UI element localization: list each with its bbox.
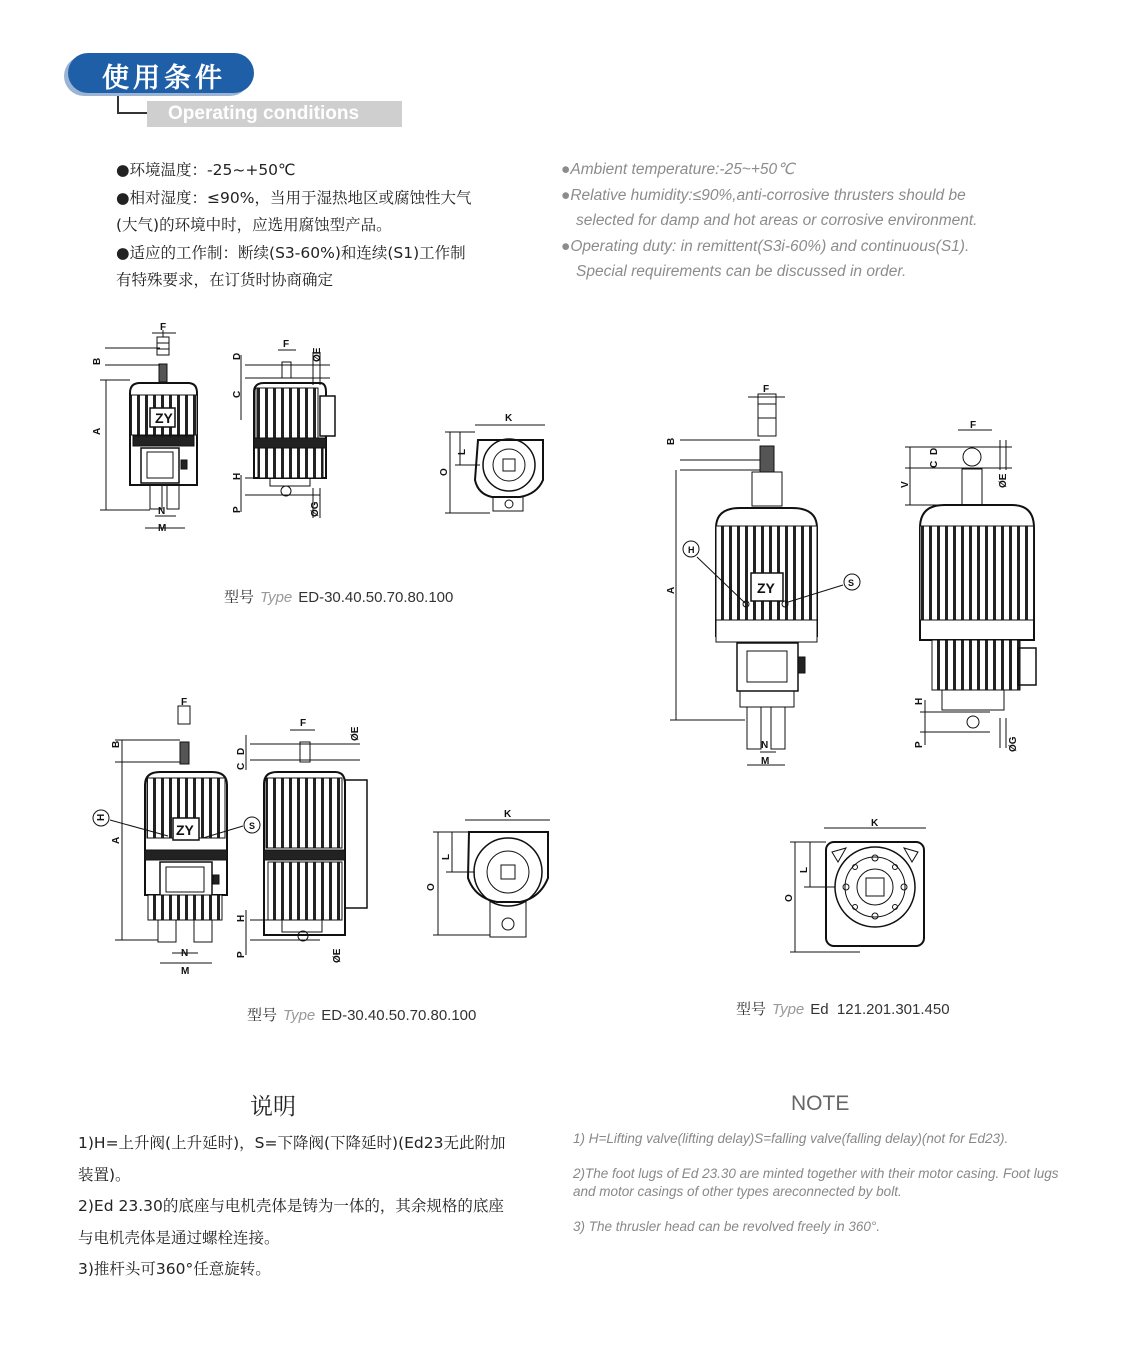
dim-label-f: F (283, 339, 290, 350)
caption-model: ED-30.40.50.70.80.100 (298, 589, 454, 606)
dim-label-h-circle: H (688, 545, 695, 555)
drawing-2-top (433, 820, 550, 937)
dim-label-m: M (181, 966, 190, 977)
note-en-item: 2)The foot lugs of Ed 23.30 are minted together with their motor casing. Foot lugs and motor casings of other types areconnected by bolt. (573, 1166, 1059, 1199)
dim-label-f: F (181, 697, 188, 708)
dim-label-e: ØE (332, 948, 343, 963)
section-title-en: Operating conditions (168, 103, 360, 124)
dim-label-d: D (232, 352, 243, 360)
dim-label-h: H (232, 472, 243, 480)
note-en-item: 1) H=Lifting valve(lifting delay)S=falling valve(falling delay)(not for Ed23). (573, 1131, 1009, 1146)
dim-label-f: F (160, 322, 167, 333)
note-cn-line: 2)Ed 23.30的底座与电机壳体是铸为一体的，其余规格的底座 (78, 1197, 504, 1215)
dim-label-c-d: D (929, 447, 940, 455)
dim-label-b: B (92, 357, 103, 365)
caption-model: Ed 121.201.301.450 (810, 1001, 950, 1018)
dim-label-b: B (111, 740, 122, 748)
caption-type: Type (283, 1007, 316, 1024)
dim-label-e: ØE (312, 347, 323, 362)
caption-drawing-3 (736, 998, 950, 1019)
dim-label-p: P (236, 951, 247, 958)
condition-cn-line: ●环境温度：-25~+50℃ (116, 161, 296, 179)
dim-label-s-circle: S (848, 578, 855, 588)
note-title-cn: 说明 (250, 1094, 296, 1120)
dim-label-g: ØG (310, 501, 321, 517)
condition-cn-line: (大气)的环境中时，应选用腐蚀型产品。 (116, 216, 392, 234)
note-en-item: 3) The thrusler head can be revolved freely in 360°. (573, 1219, 881, 1234)
dim-label-k: K (871, 818, 879, 829)
caption-drawing-1 (224, 586, 453, 607)
dim-label-l: L (799, 866, 810, 873)
dim-label-h: H (236, 914, 247, 922)
dim-label-n: N (158, 506, 166, 517)
caption-model: ED-30.40.50.70.80.100 (321, 1007, 477, 1024)
logo-zy: ZY (176, 822, 194, 838)
condition-cn-line: ●相对湿度：≤90%，当用于湿热地区或腐蚀性大气 (116, 188, 472, 207)
caption-label-cn: 型号 (247, 1006, 278, 1024)
dim-label-k: K (505, 413, 513, 424)
logo-zy: ZY (757, 580, 775, 596)
dim-label-l: L (457, 448, 468, 455)
dim-label-o: O (784, 894, 795, 902)
condition-en-line: selected for damp and hot areas or corrosive environment. (576, 212, 978, 229)
dim-label-a: A (666, 586, 677, 594)
dim-label-n: N (181, 948, 189, 959)
dim-label-c: C (236, 762, 247, 770)
dim-label-g: ØG (1008, 736, 1019, 752)
dim-label-f: F (970, 420, 977, 431)
dim-label-l: L (441, 853, 452, 860)
caption-label-cn: 型号 (736, 1000, 767, 1018)
condition-cn-line: ●适应的工作制：断续(S3-60%)和连续(S1)工作制 (116, 243, 466, 262)
dim-label-p: P (232, 506, 243, 513)
drawing-2-side (246, 730, 367, 955)
dim-label-n: N (761, 740, 769, 751)
condition-en-line: ●Relative humidity:≤90%,anti-corrosive thrusters should be (561, 186, 966, 204)
dim-label-o: O (426, 883, 437, 891)
dim-label-e: ØE (998, 473, 1009, 488)
note-cn-line: 装置)。 (78, 1165, 131, 1184)
drawing-1-top (445, 425, 545, 513)
dim-label-o: O (439, 468, 450, 476)
dim-label-a: A (92, 427, 103, 435)
note-cn-line: 1)H=上升阀(上升延时)，S=下降阀(下降延时)(Ed23无此附加 (78, 1134, 506, 1152)
note-cn-line: 与电机壳体是通过螺栓连接。 (78, 1228, 280, 1247)
dimension-labels (92, 322, 1019, 977)
dim-label-m: M (158, 523, 167, 534)
condition-cn-line: 有特殊要求，在订货时协商确定 (116, 271, 334, 289)
drawing-1-side (241, 350, 335, 518)
dim-label-s-circle: S (249, 821, 256, 831)
dim-label-h-circle: H (96, 813, 107, 821)
condition-en-line: Special requirements can be discussed in order. (576, 263, 907, 280)
section-title-cn: 使用条件 (102, 63, 226, 94)
note-cn-line: 3)推杆头可360°任意旋转。 (78, 1260, 271, 1278)
condition-en-line: ●Ambient temperature:-25~+50℃ (561, 161, 795, 178)
caption-type: Type (772, 1001, 805, 1018)
dim-label-e: ØE (350, 726, 361, 741)
dim-label-h: H (914, 697, 925, 705)
condition-en-line: ●Operating duty: in remittent(S3i-60%) and continuous(S1). (561, 237, 970, 255)
note-list-cn (78, 1128, 548, 1286)
dim-label-m: M (761, 756, 770, 767)
dim-label-c: C (929, 460, 940, 468)
drawing-3-top (790, 828, 926, 952)
dim-label-p: P (914, 741, 925, 748)
dim-label-f: F (763, 384, 770, 395)
note-list-en (573, 1130, 1063, 1253)
dim-label-f: F (300, 718, 307, 729)
logo-zy: ZY (155, 410, 173, 426)
dim-label-b: B (666, 437, 677, 445)
note-title-en: NOTE (791, 1092, 850, 1115)
caption-drawing-2 (247, 1004, 476, 1025)
caption-type: Type (260, 589, 293, 606)
caption-label-cn: 型号 (224, 588, 255, 606)
dim-label-k: K (504, 809, 512, 820)
dim-label-c: C (232, 390, 243, 398)
dim-label-v: V (900, 481, 911, 488)
dim-label-a: A (111, 836, 122, 844)
dim-label-d: D (236, 747, 247, 755)
drawing-1-front (100, 330, 197, 528)
